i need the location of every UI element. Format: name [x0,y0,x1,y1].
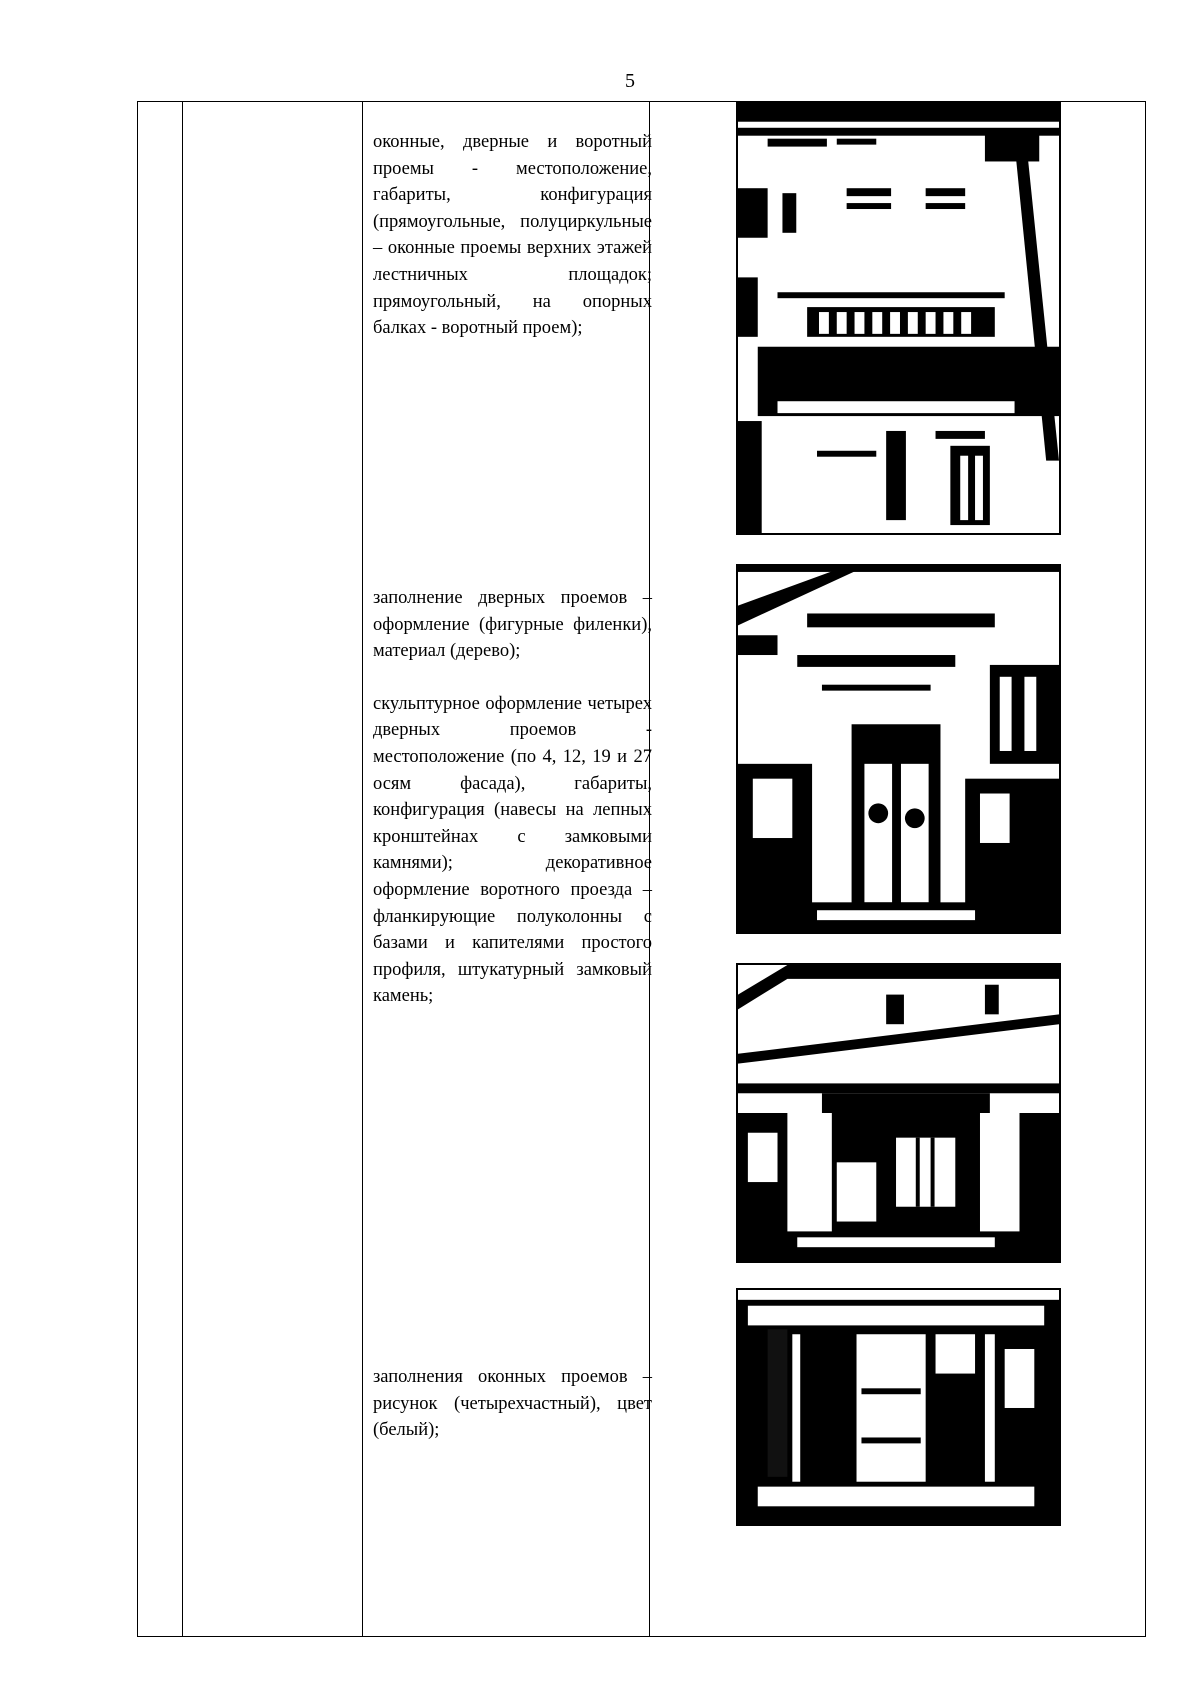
column-divider-1 [182,102,183,1636]
description-door-fill: заполнение дверных проемов – оформление (фигурные филенки), материал (дерево); [373,588,652,662]
gateway-photo [736,963,1061,1263]
description-cell-1 [373,129,652,368]
properties-table [137,101,1146,1637]
door-canopy-photo [736,564,1061,934]
facade-balcony-photo [736,102,1061,535]
column-divider-2 [362,102,363,1636]
description-cell-2 [373,585,652,1036]
description-window-fill: заполнения оконных проемов – рисунок (четырехчастный), цвет (белый); [373,1367,652,1441]
window-photo [736,1288,1061,1526]
description-cell-3 [373,1364,652,1470]
description-sculpture: скульптурное оформление четырех дверных проемов - местоположение (по 4, 12, 19 и 27 осям фасада), габариты, конфигурация (навесы на лепных кронштейнах с замковыми камнями); декоративное оформление воротного проезда – фланкирующие полуколонны с базами и капителями простого профиля, штукатурный замковый камень; [373,693,652,1007]
description-openings: оконные, дверные и воротный проемы - местоположение, габариты, конфигурация (прямоугольные, полуциркульные – оконные проемы верхних этажей лестничных площадок; прямоугольный, на опорных балках - воротный проем); [373,132,652,339]
page-number: 5 [625,70,635,92]
